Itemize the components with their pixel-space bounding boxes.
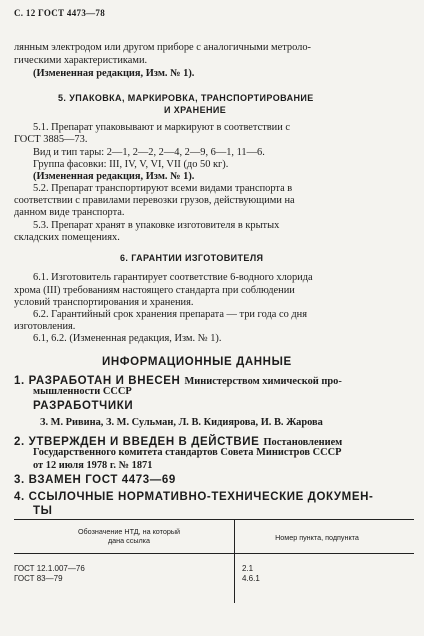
table-header-bottom-border — [14, 553, 414, 554]
section-6-title: 6. ГАРАНТИИ ИЗГОТОВИТЕЛЯ — [120, 253, 264, 263]
paragraph-6-1: 6.1. Изготовитель гарантирует соответствие 6-водного хлорида — [33, 272, 313, 283]
info-item-3: 3. ВЗАМЕН ГОСТ 4473—69 — [14, 474, 176, 486]
table-header-col-1-line-1: Обозначение НТД, на который — [77, 527, 181, 536]
page-header: С. 12 ГОСТ 4473—78 — [14, 8, 106, 18]
table-cell-item: 2.1 — [242, 564, 254, 573]
info-item-1-text: Министерством химической про- — [184, 376, 342, 387]
section-5-title-line-2: И ХРАНЕНИЕ — [164, 105, 227, 115]
table-row — [14, 574, 63, 583]
info-item-2-cont-2: от 12 июля 1978 г. № 1871 — [33, 460, 153, 471]
info-item-2-cont-1: Государственного комитета стандартов Совета Министров СССР — [33, 447, 342, 458]
paragraph-5-2-cont-2: данном виде транспорта. — [14, 207, 125, 218]
info-item-4-cont: ТЫ — [33, 505, 53, 517]
table-cell-item: 4.6.1 — [242, 574, 260, 583]
intro-line-2: гическими характеристиками. — [14, 55, 148, 66]
table-header-col-1-line-2: дана ссылка — [107, 536, 150, 545]
table-cell-doc: ГОСТ 12.1.007—76 — [14, 564, 85, 573]
info-item-2-heading: 2. УТВЕРЖДЕН И ВВЕДЕН В ДЕЙСТВИЕ — [14, 436, 260, 448]
table-header-divider — [234, 519, 235, 553]
paragraph-5-2-cont-1: соответствии с правилами перевозки грузов, действующими на — [14, 195, 295, 206]
paragraph-6-2-cont: изготовления. — [14, 321, 76, 332]
table-header-col-2: Номер пункта, подпункта — [275, 533, 359, 542]
paragraph-5-1-cont: ГОСТ 3885—73. — [14, 134, 88, 145]
paragraph-6-1-cont-1: хрома (III) требованиям настоящего стандарта при соблюдении — [14, 285, 295, 296]
section-5-title: 5. УПАКОВКА, МАРКИРОВКА, ТРАНСПОРТИРОВАНИЕ — [58, 93, 314, 103]
section-5-edition-note: (Измененная редакция, Изм. № 1). — [33, 171, 195, 182]
table-top-border — [14, 519, 414, 520]
info-item-4: 4. ССЫЛОЧНЫЕ НОРМАТИВНО-ТЕХНИЧЕСКИЕ ДОКУМЕН- — [14, 491, 374, 503]
paragraph-6-1-cont-2: условий транспортирования и хранения. — [14, 297, 194, 308]
info-title: ИНФОРМАЦИОННЫЕ ДАННЫЕ — [102, 356, 292, 368]
table-header-col-1 — [44, 527, 214, 545]
paragraph-5-3: 5.3. Препарат хранят в упаковке изготовителя в крытых — [33, 220, 280, 231]
table-body-divider — [234, 553, 235, 603]
developers-heading: РАЗРАБОТЧИКИ — [33, 400, 134, 412]
paragraph-6-2: 6.2. Гарантийный срок хранения препарата — три года со дня — [33, 309, 307, 320]
info-item-1-cont: мышленности СССР — [33, 386, 132, 397]
table-row — [14, 564, 85, 573]
section-6-edition-note: 6.1, 6.2. (Измененная редакция, Изм. № 1). — [33, 333, 222, 344]
paragraph-5-1: 5.1. Препарат упаковывают и маркируют в соответствии с — [33, 122, 290, 133]
intro-edition-note: (Измененная редакция, Изм. № 1). — [33, 68, 195, 79]
info-item-1-heading: 1. РАЗРАБОТАН И ВНЕСЕН — [14, 375, 181, 387]
intro-line-1: лянным электродом или другом приборе с аналогичными метроло- — [14, 42, 311, 53]
tara-types: Вид и тип тары: 2—1, 2—2, 2—4, 2—9, 6—1, 11—6. — [33, 147, 265, 158]
paragraph-5-2: 5.2. Препарат транспортируют всеми видами транспорта в — [33, 183, 293, 194]
table-cell-doc: ГОСТ 83—79 — [14, 574, 63, 583]
packing-group: Группа фасовки: III, IV, V, VI, VII (до 50 кг). — [33, 159, 229, 170]
paragraph-5-3-cont: складских помещениях. — [14, 232, 120, 243]
info-item-2-text: Постановлением — [263, 437, 343, 448]
developers-list: З. М. Ривина, З. М. Сульман, Л. В. Кидиярова, И. В. Жарова — [40, 417, 323, 428]
